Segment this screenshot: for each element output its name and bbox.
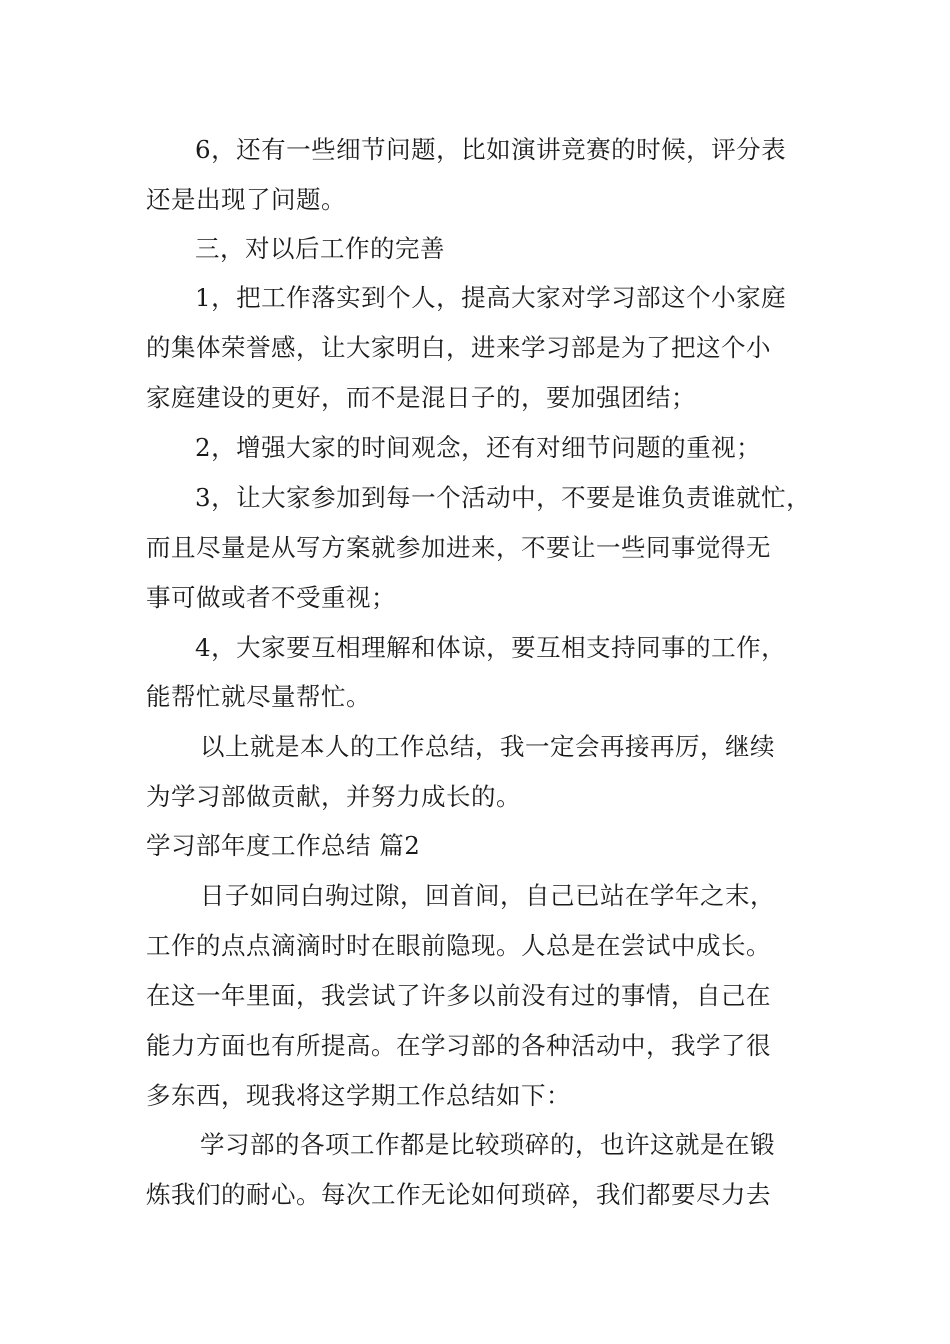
text-line-2: 还是出现了问题。 (146, 185, 346, 214)
text-line-13: 以上就是本人的工作总结，我一定会再接再厉，继续 (200, 732, 775, 761)
text-line-1: 6，还有一些细节问题，比如演讲竞赛的时候，评分表 (195, 135, 787, 164)
text-line-22: 炼我们的耐心。每次工作无论如何琐碎，我们都要尽力去 (146, 1180, 771, 1209)
text-line-20: 多东西，现我将这学期工作总结如下： (146, 1081, 571, 1110)
text-line-10: 事可做或者不受重视； (146, 583, 396, 612)
text-line-21: 学习部的各项工作都是比较琐碎的，也许这就是在锻 (200, 1130, 775, 1159)
text-line-17: 工作的点点滴滴时时在眼前隐现。人总是在尝试中成长。 (146, 931, 771, 960)
text-line-14: 为学习部做贡献，并努力成长的。 (146, 782, 521, 811)
text-line-9: 而且尽量是从写方案就参加进来，不要让一些同事觉得无 (146, 533, 771, 562)
text-line-4: 1，把工作落实到个人，提高大家对学习部这个小家庭 (195, 283, 787, 312)
text-line-19: 能力方面也有所提高。在学习部的各种活动中，我学了很 (146, 1031, 771, 1060)
text-line-6: 家庭建设的更好，而不是混日子的，要加强团结； (146, 383, 696, 412)
text-line-11: 4，大家要互相理解和体谅，要互相支持同事的工作， (195, 633, 787, 662)
text-line-18: 在这一年里面，我尝试了许多以前没有过的事情，自己在 (146, 981, 771, 1010)
section-heading: 三，对以后工作的完善 (195, 234, 445, 263)
text-line-7: 2，增强大家的时间观念，还有对细节问题的重视； (195, 433, 762, 462)
text-line-16: 日子如同白驹过隙，回首间，自己已站在学年之末， (200, 881, 775, 910)
text-line-12: 能帮忙就尽量帮忙。 (146, 682, 371, 711)
article-title: 学习部年度工作总结 篇2 (146, 831, 421, 860)
text-line-8: 3，让大家参加到每一个活动中，不要是谁负责谁就忙， (195, 483, 812, 512)
text-line-5: 的集体荣誉感，让大家明白，进来学习部是为了把这个小 (146, 333, 771, 362)
